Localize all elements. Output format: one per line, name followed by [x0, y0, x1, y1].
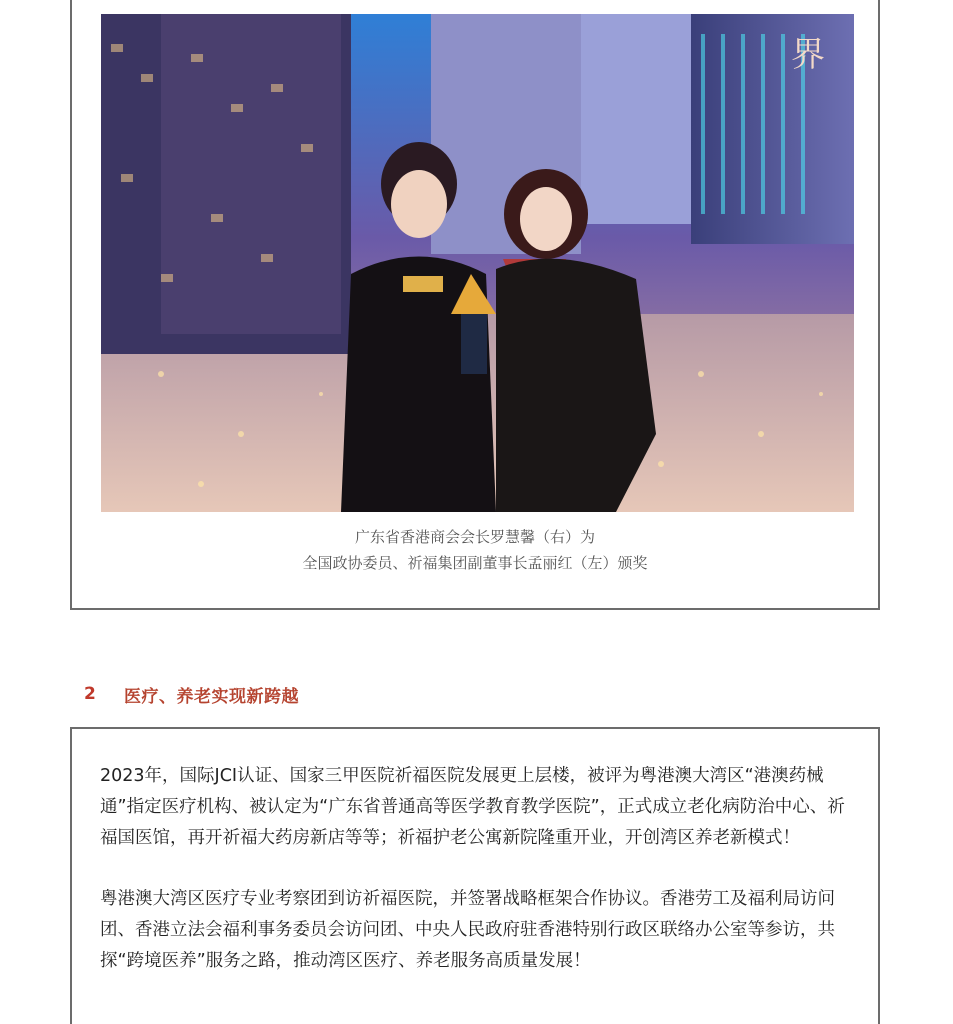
section-title: 医疗、养老实现新跨越: [124, 686, 299, 707]
paragraph-2: 粤港澳大湾区医疗专业考察团到访祈福医院，并签署战略框架合作协议。香港劳工及福利局访问团、香港立法会福利事务委员会访问团、中央人民政府驻香港特别行政区联络办公室等参访，共探“跨境医养”服务之路，推动湾区医疗、养老服务高质量发展！: [100, 889, 835, 971]
caption-line-1: 广东省香港商会会长罗慧馨（右）为: [354, 528, 595, 546]
award-photo: [101, 14, 854, 512]
text-card: [70, 727, 880, 1024]
building-sign-text: 界: [791, 35, 825, 75]
section-number: 2: [84, 684, 96, 704]
photo-caption: [72, 524, 878, 576]
award-photo-illustration: [101, 14, 854, 512]
section-heading: [84, 680, 299, 708]
paragraph-1: 2023年，国际JCI认证、国家三甲医院祈福医院发展更上层楼，被评为粤港澳大湾区“港澳药械通”指定医疗机构、被认定为“广东省普通高等医学教育教学医院”，正式成立老化病防治中心、祈福国医馆，再开祈福大药房新店等等；祈福护老公寓新院隆重开业，开创湾区养老新模式！: [100, 766, 845, 848]
photo-card: [70, 0, 880, 610]
caption-line-2: 全国政协委员、祈福集团副董事长孟丽红（左）颁奖: [302, 554, 648, 572]
